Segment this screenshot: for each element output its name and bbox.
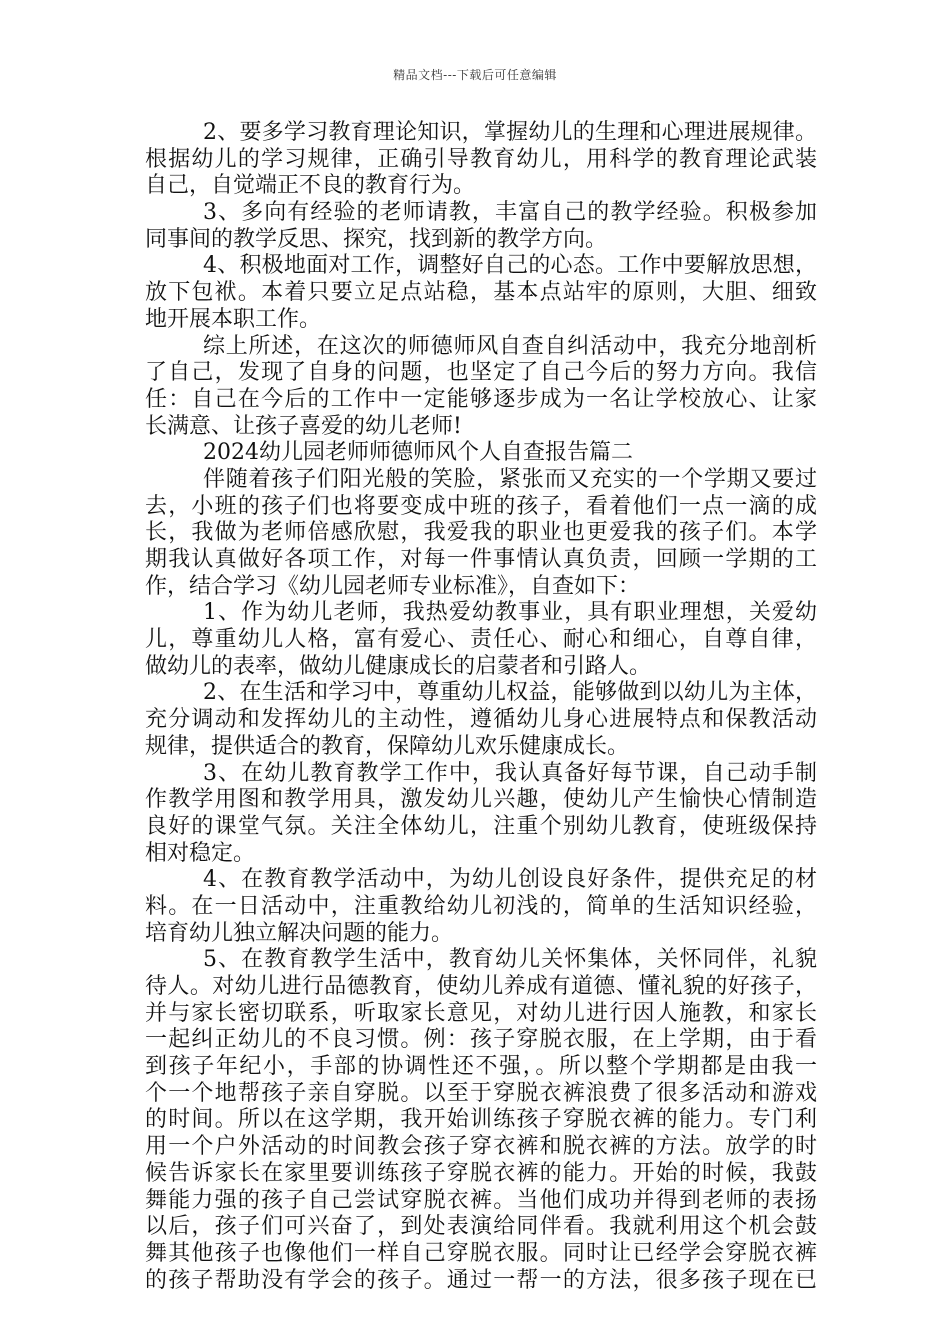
text-line: 料。在一日活动中，注重教给幼儿初浅的，简单的生活知识经验，	[145, 893, 817, 919]
text-line: 2、在生活和学习中，尊重幼儿权益，能够做到以幼儿为主体，	[203, 680, 817, 706]
text-line: 舞其他孩子也像他们一样自己穿脱衣服。同时让已经学会穿脱衣裤	[145, 1240, 817, 1266]
text-line: 地开展本职工作。	[145, 306, 322, 332]
document-body	[145, 120, 817, 1294]
text-line: 候告诉家长在家里要训练孩子穿脱衣裤的能力。开始的时候，我鼓	[145, 1160, 817, 1186]
text-line: 同事间的教学反思、探究，找到新的教学方向。	[145, 226, 608, 252]
text-line: 放下包袱。本着只要立足点站稳，基本点站牢的原则，大胆、细致	[145, 280, 817, 306]
text-line: 5、在教育教学生活中，教育幼儿关怀集体，关怀同伴，礼貌	[203, 947, 817, 973]
text-line: 的时间。所以在这学期，我开始训练孩子穿脱衣裤的能力。专门利	[145, 1107, 817, 1133]
text-line: 充分调动和发挥幼儿的主动性，遵循幼儿身心进展特点和保教活动	[145, 707, 817, 733]
text-line: 培育幼儿独立解决问题的能力。	[145, 920, 454, 946]
text-line: 相对稳定。	[145, 840, 256, 866]
text-line: 规律，提供适合的教育，保障幼儿欢乐健康成长。	[145, 733, 630, 759]
text-line: 良好的课堂气氛。关注全体幼儿，注重个别幼儿教育，使班级保持	[145, 813, 817, 839]
text-line: 长，我做为老师倍感欣慰，我爱我的职业也更爱我的孩子们。本学	[145, 520, 817, 546]
text-line: 2、要多学习教育理论知识，掌握幼儿的生理和心理进展规律。	[203, 120, 817, 145]
text-line: 到孩子年纪小，手部的协调性还不强，。所以整个学期都是由我一	[145, 1054, 817, 1080]
text-line: 待人。对幼儿进行品德教育，使幼儿养成有道德、懂礼貌的好孩子，	[145, 974, 817, 999]
text-line: 3、在幼儿教育教学工作中，我认真备好每节课，自己动手制	[203, 760, 817, 786]
text-line: 4、积极地面对工作，调整好自己的心态。工作中要解放思想，	[203, 253, 817, 279]
text-line: 作，结合学习《幼儿园老师专业标准》，自查如下：	[145, 573, 641, 599]
text-line: 以后，孩子们可兴奋了，到处表演给同伴看。我就利用这个机会鼓	[145, 1214, 817, 1240]
text-line: 了自己，发现了自身的问题，也坚定了自己今后的努力方向。我信	[145, 360, 817, 386]
text-line: 并与家长密切联系，听取家长意见，对幼儿进行因人施教，和家长	[145, 1000, 817, 1026]
text-line: 1、作为幼儿老师，我热爱幼教事业，具有职业理想，关爱幼	[203, 600, 817, 626]
text-line: 期我认真做好各项工作，对每一件事情认真负责，回顾一学期的工	[145, 547, 817, 572]
text-line: 根据幼儿的学习规律，正确引导教育幼儿，用科学的教育理论武装	[145, 146, 817, 172]
text-line: 任：自己在今后的工作中一定能够逐步成为一名让学校放心、让家	[145, 386, 817, 412]
text-line: 去，小班的孩子们也将要变成中班的孩子，看着他们一点一滴的成	[145, 493, 817, 519]
text-line: 3、多向有经验的老师请教，丰富自己的教学经验。积极参加	[203, 200, 817, 226]
text-line: 做幼儿的表率，做幼儿健康成长的启蒙者和引路人。	[145, 653, 652, 679]
text-line: 儿，尊重幼儿人格，富有爱心、责任心、耐心和细心，自尊自律，	[145, 627, 817, 653]
text-line: 舞能力强的孩子自己尝试穿脱衣裤。当他们成功并得到老师的表扬	[145, 1187, 817, 1213]
text-line: 作教学用图和教学用具，激发幼儿兴趣，使幼儿产生愉快心情制造	[145, 787, 817, 813]
text-line: 自己，自觉端正不良的教育行为。	[145, 173, 476, 199]
text-line: 一起纠正幼儿的不良习惯。例：孩子穿脱衣服，在上学期，由于看	[145, 1027, 817, 1053]
text-line: 伴随着孩子们阳光般的笑脸，紧张而又充实的一个学期又要过	[203, 466, 817, 492]
text-line: 综上所述，在这次的师德师风自查自纠活动中，我充分地剖析	[203, 333, 817, 359]
text-line: 个一个地帮孩子亲自穿脱。以至于穿脱衣裤浪费了很多活动和游戏	[145, 1080, 817, 1106]
text-line: 的孩子帮助没有学会的孩子。通过一帮一的方法，很多孩子现在已	[145, 1267, 817, 1293]
page-header: 精品文档---下载后可任意编辑	[393, 68, 557, 82]
text-line: 长满意、让孩子喜爱的幼儿老师!	[145, 413, 462, 439]
text-line: 用一个户外活动的时间教会孩子穿衣裤和脱衣裤的方法。放学的时	[145, 1134, 817, 1160]
text-line: 2024幼儿园老师师德师风个人自查报告篇二	[203, 440, 633, 466]
text-line: 4、在教育教学活动中，为幼儿创设良好条件，提供充足的材	[203, 867, 817, 893]
